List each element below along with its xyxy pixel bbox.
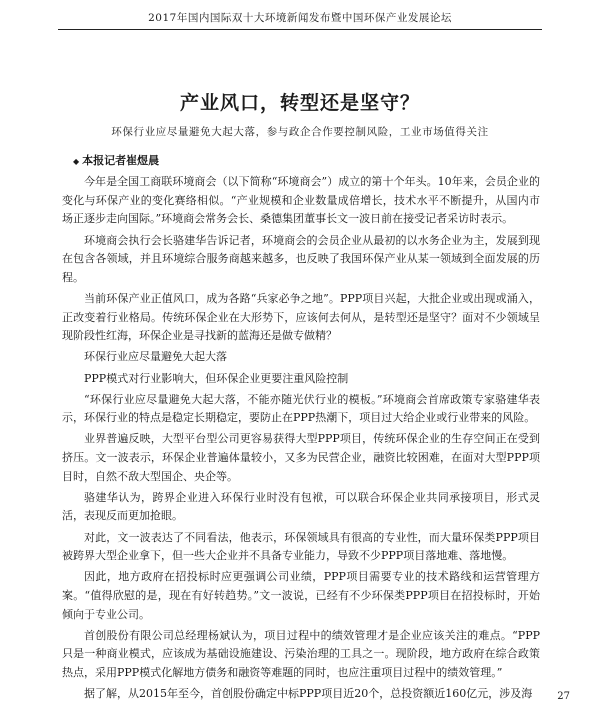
paragraph: 业界普遍反映，大型平台型公司更容易获得大型PPP项目，传统环保企业的生存空间正在受到挤压。文一波表示，环保企业普遍体量较小，又多为民营企业，融资比较困难，在面对大型PPP项目时，自然不敌大型国企、央企等。 bbox=[62, 432, 540, 483]
byline: ◆ 本报记者崔煜晨 bbox=[73, 154, 160, 167]
paragraph: 首创股份有限公司总经理杨斌认为，项目过程中的绩效管理才是企业应该关注的难点。“PPP只是一种商业模式，应该成为基础设施建设、污染治理的工具之一。现阶段，地方政府在综合政策热点，采用PPP模式化解地方债务和融资等难题的同时，也应注重项目过程中的绩效管理。” bbox=[62, 628, 540, 679]
paragraph: 对此，文一波表达了不同看法，他表示，环保领域具有很高的专业性，而大量环保类PPP项目被跨界大型企业拿下，但一些大企业并不具备专业能力，导致不少PPP项目落地难、落地慢。 bbox=[62, 530, 540, 563]
diamond-bullet-icon: ◆ bbox=[73, 156, 80, 166]
paragraph: 据了解，从2015年至今，首创股份确定中标PPP项目近20个，总投资额近160亿元，涉及海 bbox=[84, 687, 533, 701]
paragraph: 今年是全国工商联环境商会（以下简称“环境商会”）成立的第十个年头。10年来，会员企业的变化与环保产业的变化赛络相似。“产业规模和企业数量成倍增长，技术水平不断提升，从国内市场正逐步走向国际。”环境商会常务会长、桑德集团董事长文一波日前在接受记者采访时表示。 bbox=[62, 175, 540, 226]
paragraph: 环境商会执行会长骆建华告诉记者，环境商会的会员企业从最初的以水务企业为主，发展到现在包含各领域，并且环境综合服务商越来越多，也反映了我国环保产业从某一领域到全面发展的历程。 bbox=[62, 233, 540, 284]
paragraph: 当前环保产业正值风口，成为各路“兵家必争之地”。PPP项目兴起，大批企业或出现或涌入，正改变着行业格局。传统环保企业在大形势下，应该何去何从，是转型还是坚守？面对不少领域呈现阶段性红海，环保企业是寻找新的蓝海还是做专做精？ bbox=[62, 291, 540, 343]
paragraph: “环保行业应尽量避免大起大落，不能亦随光伏行业的模板。”环境商会首席政策专家骆建华表示，环保行业的特点是稳定长期稳定，要防止在PPP热潮下，项目过大给企业或行业带来的风险。 bbox=[62, 392, 540, 425]
article-subtitle: 环保行业应尽量避免大起大落，参与政企合作要控制风险，工业市场值得关注 bbox=[111, 126, 489, 138]
paragraph: 骆建华认为，跨界企业进入环保行业时没有包袱，可以联合环保企业共同承接项目，形式灵活，表现反而更加抢眼。 bbox=[62, 490, 540, 523]
article-body bbox=[62, 152, 540, 706]
subheading: PPP模式对行业影响大，但环保企业更要注重风险控制 bbox=[84, 371, 349, 385]
subheading: 环保行业应尽量避免大起大落 bbox=[84, 350, 227, 364]
page-number: 27 bbox=[557, 691, 570, 702]
running-header: 2017年国内国际双十大环境新闻发布暨中国环保产业发展论坛 bbox=[58, 10, 542, 30]
paragraph: 因此，地方政府在招投标时应更强调公司业绩，PPP项目需要专业的技术路线和运营管理方案。“值得欣慰的是，现在有好转趋势。”文一波说，已经有不少环保类PPP项目在招投标时，开始倾向于专业公司。 bbox=[62, 570, 540, 621]
article-title: 产业风口，转型还是坚守？ bbox=[179, 92, 420, 114]
